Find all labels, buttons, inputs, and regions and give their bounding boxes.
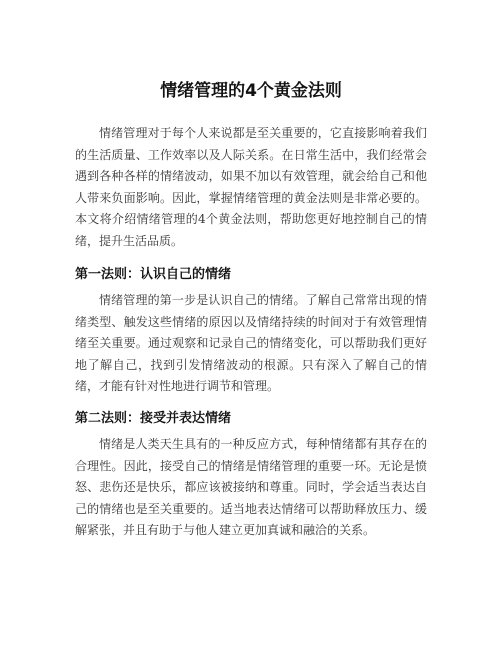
section-heading-2: 第二法则：接受并表达情绪: [75, 411, 232, 426]
section-body-1: 情绪管理的第一步是认识自己的情绪。了解自己常常出现的情绪类型、触发这些情绪的原因以及情绪持续的时间对于有效管理情绪至关重要。通过观察和记录自己的情绪变化，可以帮助我们更好地了解自己，找到引发情绪波动的根源。只有深入了解自己的情绪，才能有针对性地进行调节和管理。: [75, 293, 427, 393]
section-body-2: 情绪是人类天生具有的一种反应方式，每种情绪都有其存在的合理性。因此，接受自己的情绪是情绪管理的重要一环。无论是愤怒、悲伤还是快乐，都应该被接纳和尊重。同时，学会适当表达自己的情绪也是至关重要的。适当地表达情绪可以帮助释放压力、缓解紧张，并且有助于与他人建立更加真诚和融洽的关系。: [75, 437, 427, 537]
document-title: 情绪管理的4个黄金法则: [160, 81, 342, 101]
intro-paragraph: 情绪管理对于每个人来说都是至关重要的，它直接影响着我们的生活质量、工作效率以及人际关系。在日常生活中，我们经常会遇到各种各样的情绪波动，如果不加以有效管理，就会给自己和他人带来负面影响。因此，掌握情绪管理的黄金法则是非常必要的。本文将介绍情绪管理的4个黄金法则，帮助您更好地控制自己的情绪，提升生活品质。: [75, 126, 427, 248]
section-heading-1: 第一法则：认识自己的情绪: [75, 267, 232, 282]
